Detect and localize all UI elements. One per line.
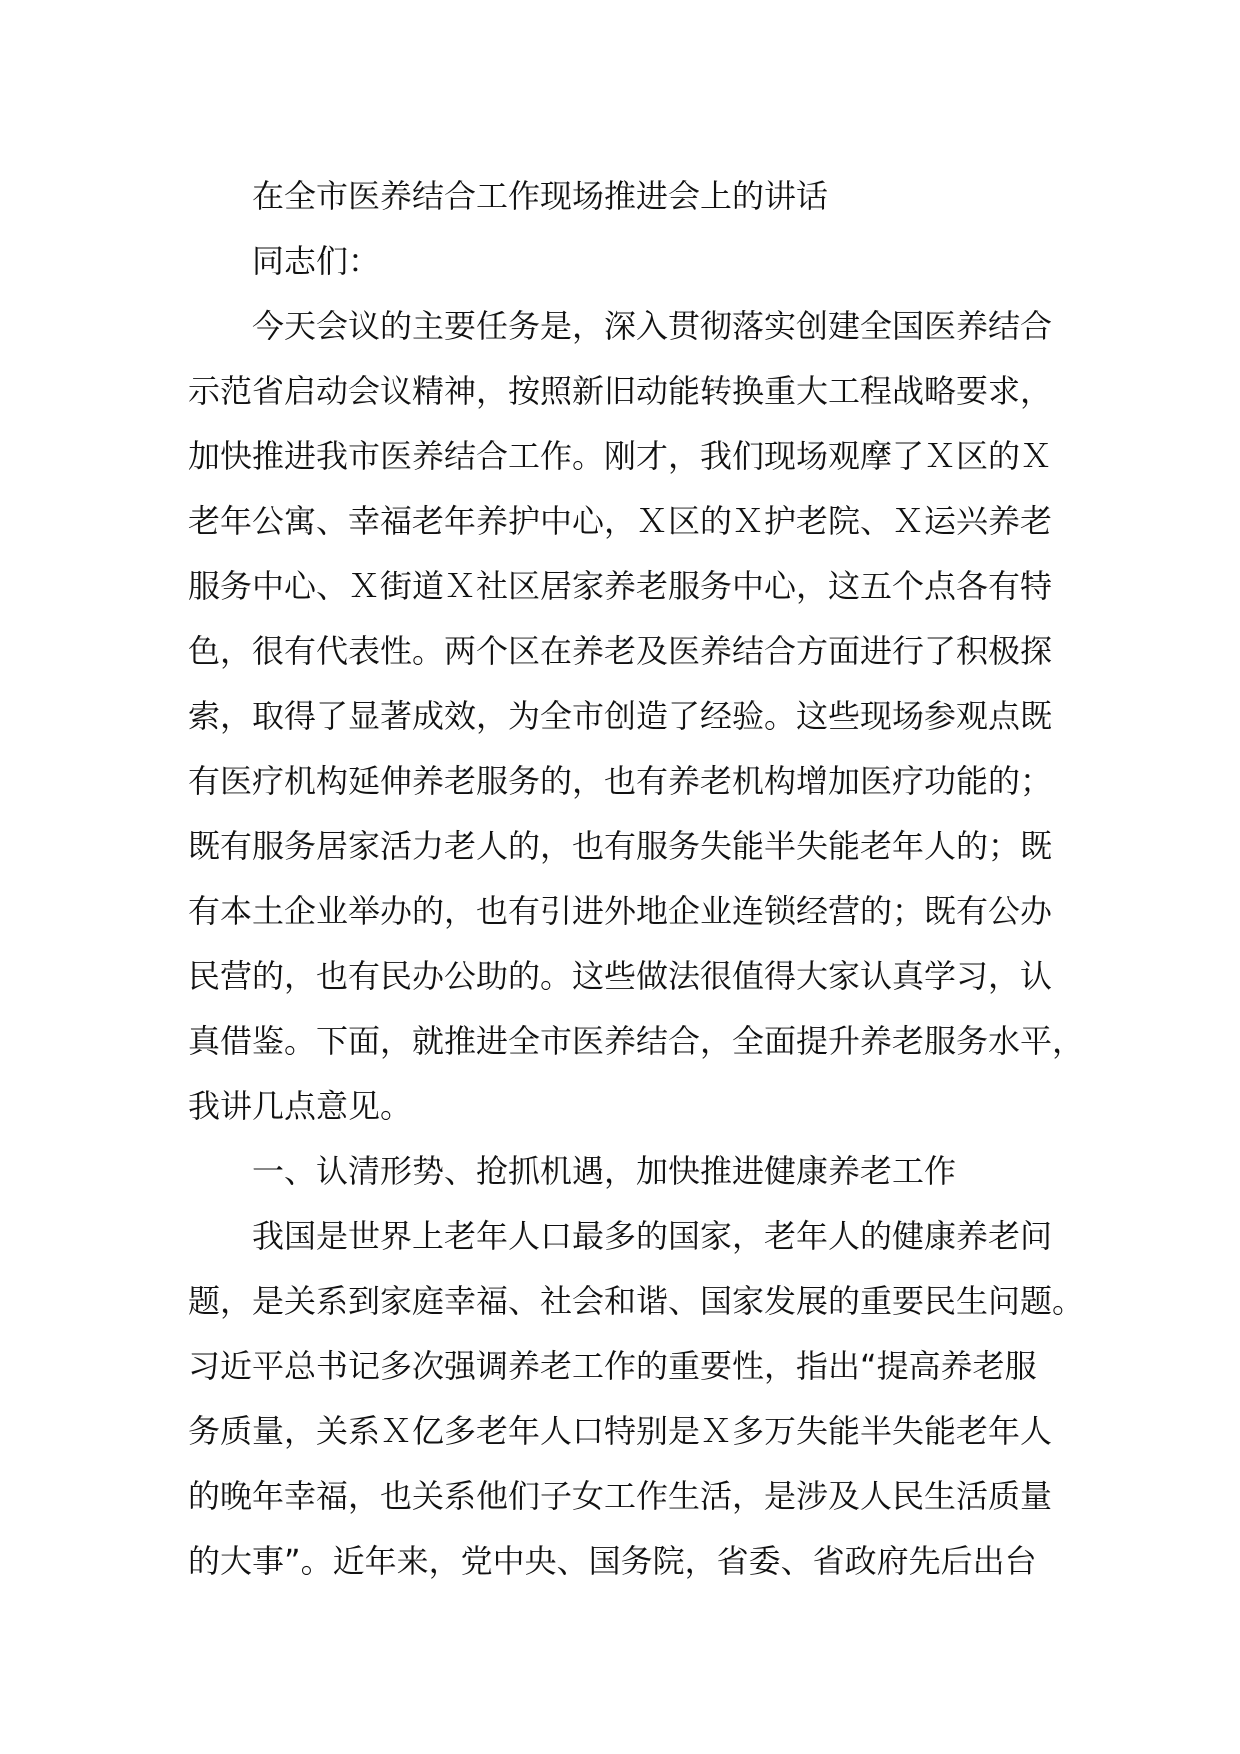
document-title: 在全市医养结合工作现场推进会上的讲话 bbox=[252, 177, 829, 215]
paragraph-line: 题，是关系到家庭幸福、社会和谐、国家发展的重要民生问题。 bbox=[188, 1282, 1085, 1320]
paragraph-line: 真借鉴。下面，就推进全市医养结合，全面提升养老服务水平， bbox=[188, 1022, 1085, 1060]
paragraph-line: 的晚年幸福，也关系他们子女工作生活，是涉及人民生活质量 bbox=[188, 1477, 1053, 1515]
salutation: 同志们： bbox=[252, 242, 381, 280]
paragraph-line: 加快推进我市医养结合工作。刚才，我们现场观摩了Ｘ区的Ｘ bbox=[188, 437, 1053, 475]
document-body bbox=[188, 164, 1088, 1594]
paragraph-line: 既有服务居家活力老人的，也有服务失能半失能老年人的；既 bbox=[188, 827, 1053, 865]
paragraph-line: 我讲几点意见。 bbox=[188, 1087, 413, 1125]
paragraph-line: 有医疗机构延伸养老服务的，也有养老机构增加医疗功能的； bbox=[188, 762, 1053, 800]
paragraph-line: 色，很有代表性。两个区在养老及医养结合方面进行了积极探 bbox=[188, 632, 1053, 670]
paragraph-line: 有本土企业举办的，也有引进外地企业连锁经营的；既有公办 bbox=[188, 892, 1053, 930]
paragraph-line: 习近平总书记多次强调养老工作的重要性，指出“提高养老服 bbox=[188, 1347, 1037, 1385]
paragraph-line: 的大事”。近年来，党中央、国务院，省委、省政府先后出台 bbox=[188, 1542, 1037, 1580]
paragraph-line: 民营的，也有民办公助的。这些做法很值得大家认真学习，认 bbox=[188, 957, 1053, 995]
paragraph-line: 索，取得了显著成效，为全市创造了经验。这些现场参观点既 bbox=[188, 697, 1053, 735]
paragraph-line: 务质量，关系Ｘ亿多老年人口特别是Ｘ多万失能半失能老年人 bbox=[188, 1412, 1053, 1450]
paragraph-line: 老年公寓、幸福老年养护中心，Ｘ区的Ｘ护老院、Ｘ运兴养老 bbox=[188, 502, 1053, 540]
paragraph-line: 我国是世界上老年人口最多的国家，老年人的健康养老问 bbox=[252, 1217, 1053, 1255]
paragraph-line: 示范省启动会议精神，按照新旧动能转换重大工程战略要求， bbox=[188, 372, 1053, 410]
paragraph-line: 今天会议的主要任务是，深入贯彻落实创建全国医养结合 bbox=[252, 307, 1053, 345]
paragraph-line: 服务中心、Ｘ街道Ｘ社区居家养老服务中心，这五个点各有特 bbox=[188, 567, 1053, 605]
section-heading: 一、认清形势、抢抓机遇，加快推进健康养老工作 bbox=[252, 1152, 957, 1190]
